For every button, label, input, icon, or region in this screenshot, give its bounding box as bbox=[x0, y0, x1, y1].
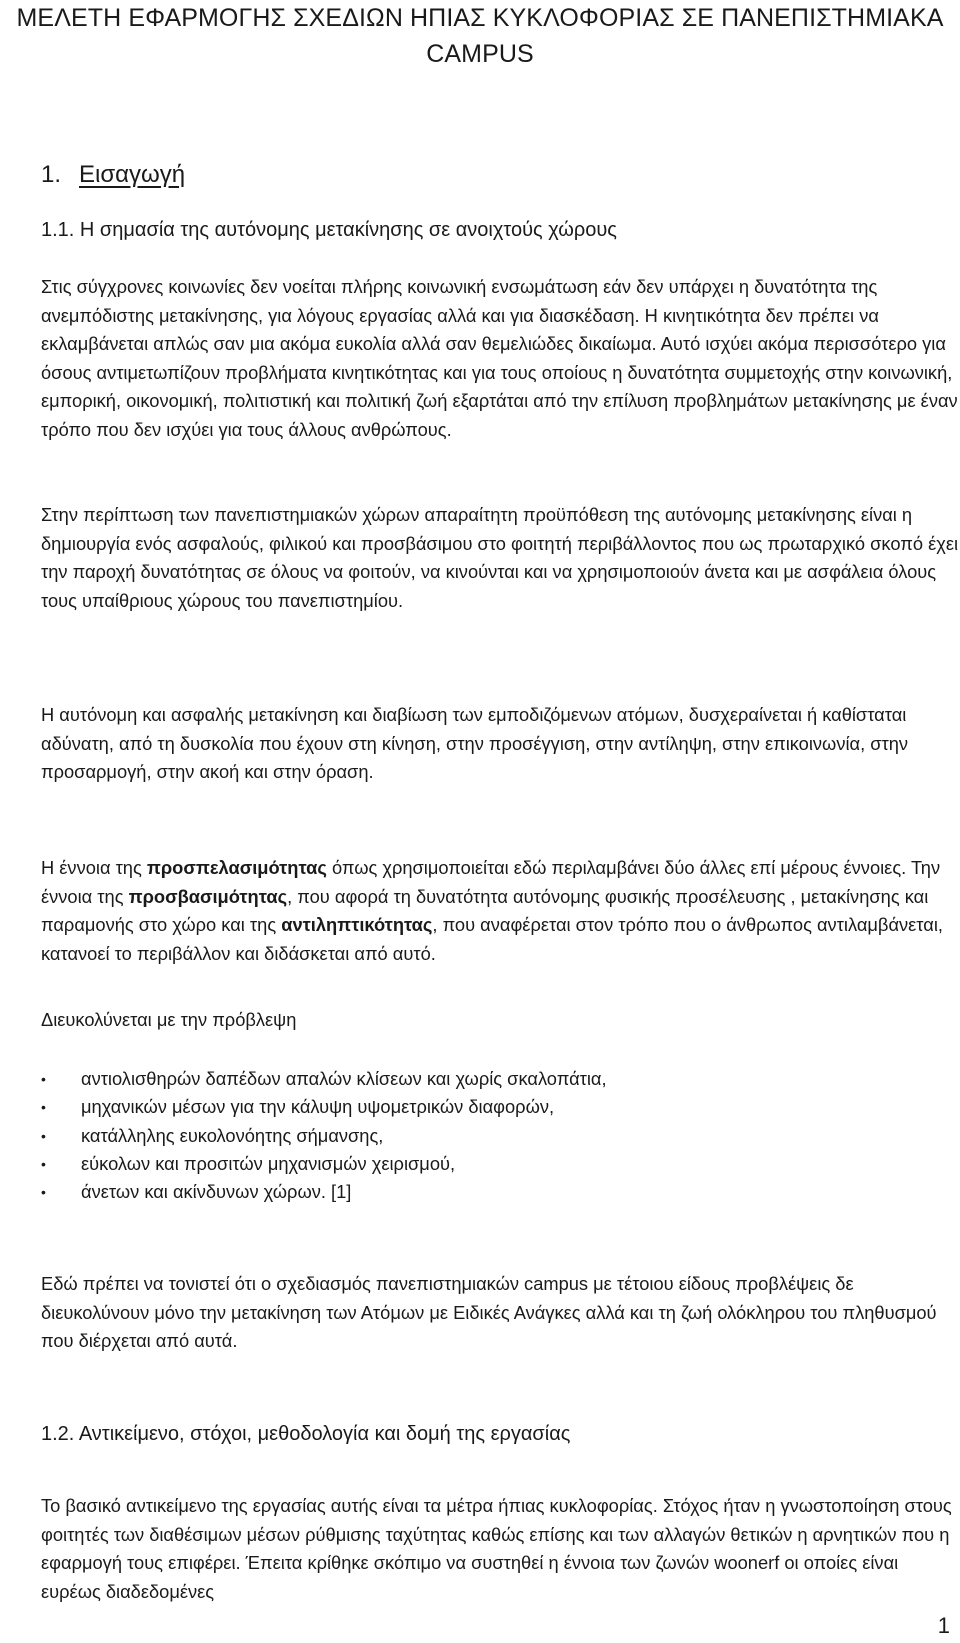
paragraph-6: Το βασικό αντικείμενο της εργασίας αυτής είναι τα μέτρα ήπιας κυκλοφορίας. Στόχος ήταν η γνωστοποίηση στους φοιτητές των διαθέσιμων μέσων ρύθμισης ταχύτητας καθώς επίσης και των αλλαγών θετικών η αρνητικών που η εφαρμογή τους επιφέρει. Έπειτα κρίθηκε σκόπιμο να συστηθεί η έννοια των ζωνών woonerf οι οποίες είναι ευρέως διαδεδομένες bbox=[41, 1495, 952, 1602]
term-prospelasimotita: προσπελασιμότητας bbox=[146, 857, 327, 878]
term-prosvasimotita: προσβασιμότητας bbox=[128, 885, 288, 907]
bullet-icon: • bbox=[41, 1155, 46, 1172]
subsection-heading-1-1: 1.1. Η σημασία της αυτόνομης μετακίνησης σε ανοιχτούς χώρους bbox=[41, 219, 617, 241]
p4-text-4: , που αναφέρεται στον τρόπο που ο άνθρωπος αντιλαμβάνεται, κατανοεί το περιβάλλον και διδάσκεται από αυτό. bbox=[41, 914, 943, 964]
paragraph-4 bbox=[41, 854, 960, 968]
list-item: • κατάλληλης ευκολονόητης σήμανσης, bbox=[41, 1122, 607, 1150]
bullet-list bbox=[41, 1065, 607, 1206]
list-item: • εύκολων και προσιτών μηχανισμών χειρισμού, bbox=[41, 1150, 607, 1178]
list-item: • άνετων και ακίνδυνων χώρων. [1] bbox=[41, 1178, 607, 1206]
document-title: ΜΕΛΕΤΗ ΕΦΑΡΜΟΓΗΣ ΣΧΕΔΙΩΝ ΗΠΙΑΣ ΚΥΚΛΟΦΟΡΙΑΣ ΣΕ ΠΑΝΕΠΙΣΤΗΜΙΑΚΑ CAMPUS bbox=[16, 4, 944, 68]
paragraph-1: Στις σύγχρονες κοινωνίες δεν νοείται πλήρης κοινωνική ενσωμάτωση εάν δεν υπάρχει η δυνατότητα της ανεμπόδιστης μετακίνησης, για λόγους εργασίας αλλά και για διασκέδαση. Η κινητικότητα δεν πρέπει να εκλαμβάνεται απλώς σαν μια ακόμα ευκολία αλλά σαν θεμελιώδες δικαίωμα. Αυτό ισχύει ακόμα περισσότερο για όσους αντιμετωπίζουν προβλήματα κινητικότητας και για τους οποίους η δυνατότητα συμμετοχής στην κοινωνική, εμπορική, οικονομική, πολιτιστική και πολιτική ζωή εξαρτάται από την επίλυση προβλημάτων μετακίνησης με έναν τρόπο που δεν ισχύει για τους άλλους ανθρώπους. bbox=[41, 276, 958, 440]
bullet-icon: • bbox=[41, 1099, 46, 1116]
list-item: • αντιολισθηρών δαπέδων απαλών κλίσεων και χωρίς σκαλοπάτια, bbox=[41, 1065, 607, 1093]
page-number: 1 bbox=[937, 1613, 950, 1638]
p4-text-1: Η έννοια της bbox=[41, 857, 147, 878]
section-number: 1. bbox=[41, 161, 62, 188]
paragraph-3: Η αυτόνομη και ασφαλής μετακίνηση και διαβίωση των εμποδιζόμενων ατόμων, δυσχεραίνεται ή καθίσταται αδύνατη, από τη δυσκολία που έχουν στη κίνηση, στην προσέγγιση, στην αντίληψη, στην επικοινωνία, στην προσαρμογή, στην ακοή και στην όραση. bbox=[41, 704, 909, 783]
bullet-icon: • bbox=[41, 1127, 46, 1144]
section-heading-1 bbox=[41, 160, 185, 190]
section-title: Εισαγωγή bbox=[79, 161, 186, 188]
subsection-heading-1-2: 1.2. Αντικείμενο, στόχοι, μεθοδολογία και δομή της εργασίας bbox=[41, 1423, 571, 1445]
p4-text-3: , που αφορά τη δυνατότητα αυτόνομης φυσικής προσέλευσης , μετακίνησης και παραμονής στο χώρο και της bbox=[41, 885, 929, 936]
paragraph-2: Στην περίπτωση των πανεπιστημιακών χώρων απαραίτητη προϋπόθεση της αυτόνομης μετακίνησης είναι η δημιουργία ενός ασφαλούς, φιλικού και προσβάσιμου στο φοιτητή περιβάλλοντος που ως πρωταρχικό σκοπό έχει την παροχή δυνατότητας σε όλους να φοιτούν, να κινούνται και να χρησιμοποιούν άνετα και με ασφάλεια όλους τους υπαίθριους χώρους του πανεπιστημίου. bbox=[41, 504, 959, 611]
term-antiliptikotita: αντιληπτικότητας bbox=[281, 914, 433, 936]
bullet-icon: • bbox=[41, 1184, 46, 1201]
paragraph-5: Εδώ πρέπει να τονιστεί ότι ο σχεδιασμός πανεπιστημιακών campus με τέτοιου είδους προβλέψεις δε διευκολύνουν μόνο την μετακίνηση των Ατόμων με Ειδικές Ανάγκες αλλά και τη ζωή ολόκληρου του πληθυσμού που διέρχεται από αυτά. bbox=[41, 1273, 937, 1352]
list-intro: Διευκολύνεται με την πρόβλεψη bbox=[41, 1009, 297, 1030]
list-item: • μηχανικών μέσων για την κάλυψη υψομετρικών διαφορών, bbox=[41, 1093, 607, 1121]
p4-text-2: όπως χρησιμοποιείται εδώ περιλαμβάνει δύο άλλες επί μέρους έννοιες. Την έννοια της bbox=[41, 857, 941, 907]
bullet-icon: • bbox=[41, 1071, 46, 1087]
